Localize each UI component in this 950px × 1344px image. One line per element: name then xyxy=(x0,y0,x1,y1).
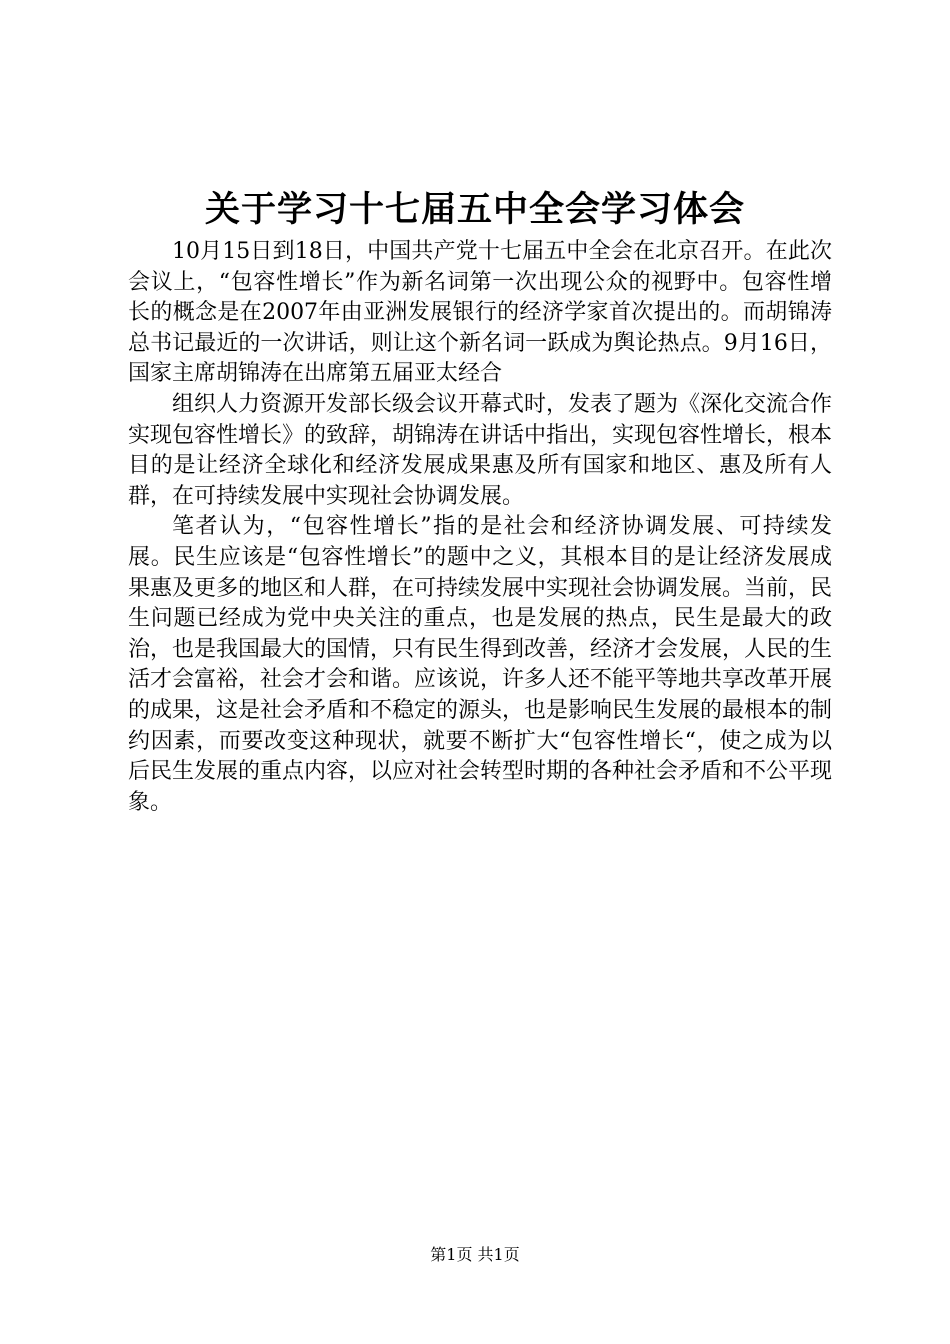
paragraph-2: 组织人力资源开发部长级会议开幕式时，发表了题为《深化交流合作实现包容性增长》的致辞，胡锦涛在讲话中指出，实现包容性增长，根本目的是让经济全球化和经济发展成果惠及所有国家和地区、惠及所有人群，在可持续发展中实现社会协调发展。 xyxy=(128,391,833,509)
page-number-total: 共1页 xyxy=(477,1245,520,1264)
page-number-current: 第1页 xyxy=(430,1245,473,1264)
paragraph-1: 10月15日到18日，中国共产党十七届五中全会在北京召开。在此次会议上，“包容性增长”作为新名词第一次出现公众的视野中。包容性增长的概念是在2007年由亚洲发展银行的经济学家首次提出的。而胡锦涛总书记最近的一次讲话，则让这个新名词一跃成为舆论热点。9月16日，国家主席胡锦涛在出席第五届亚太经合 xyxy=(128,239,832,387)
page-footer xyxy=(0,1244,950,1266)
paragraph-3: 笔者认为，“包容性增长”指的是社会和经济协调发展、可持续发展。民生应该是“包容性增长”的题中之义，其根本目的是让经济发展成果惠及更多的地区和人群，在可持续发展中实现社会协调发展。当前，民生问题已经成为党中央关注的重点，也是发展的热点，民生是最大的政治，也是我国最大的国情，只有民生得到改善，经济才会发展，人民的生活才会富裕，社会才会和谐。应该说，许多人还不能平等地共享改革开展的成果，这是社会矛盾和不稳定的源头，也是影响民生发展的最根本的制约因素，而要改变这种现状，就要不断扩大“包容性增长“，使之成为以后民生发展的重点内容，以应对社会转型时期的各种社会矛盾和不公平现象。 xyxy=(128,514,833,815)
document-body xyxy=(128,237,832,818)
document-title: 关于学习十七届五中全会学习体会 xyxy=(204,189,745,230)
